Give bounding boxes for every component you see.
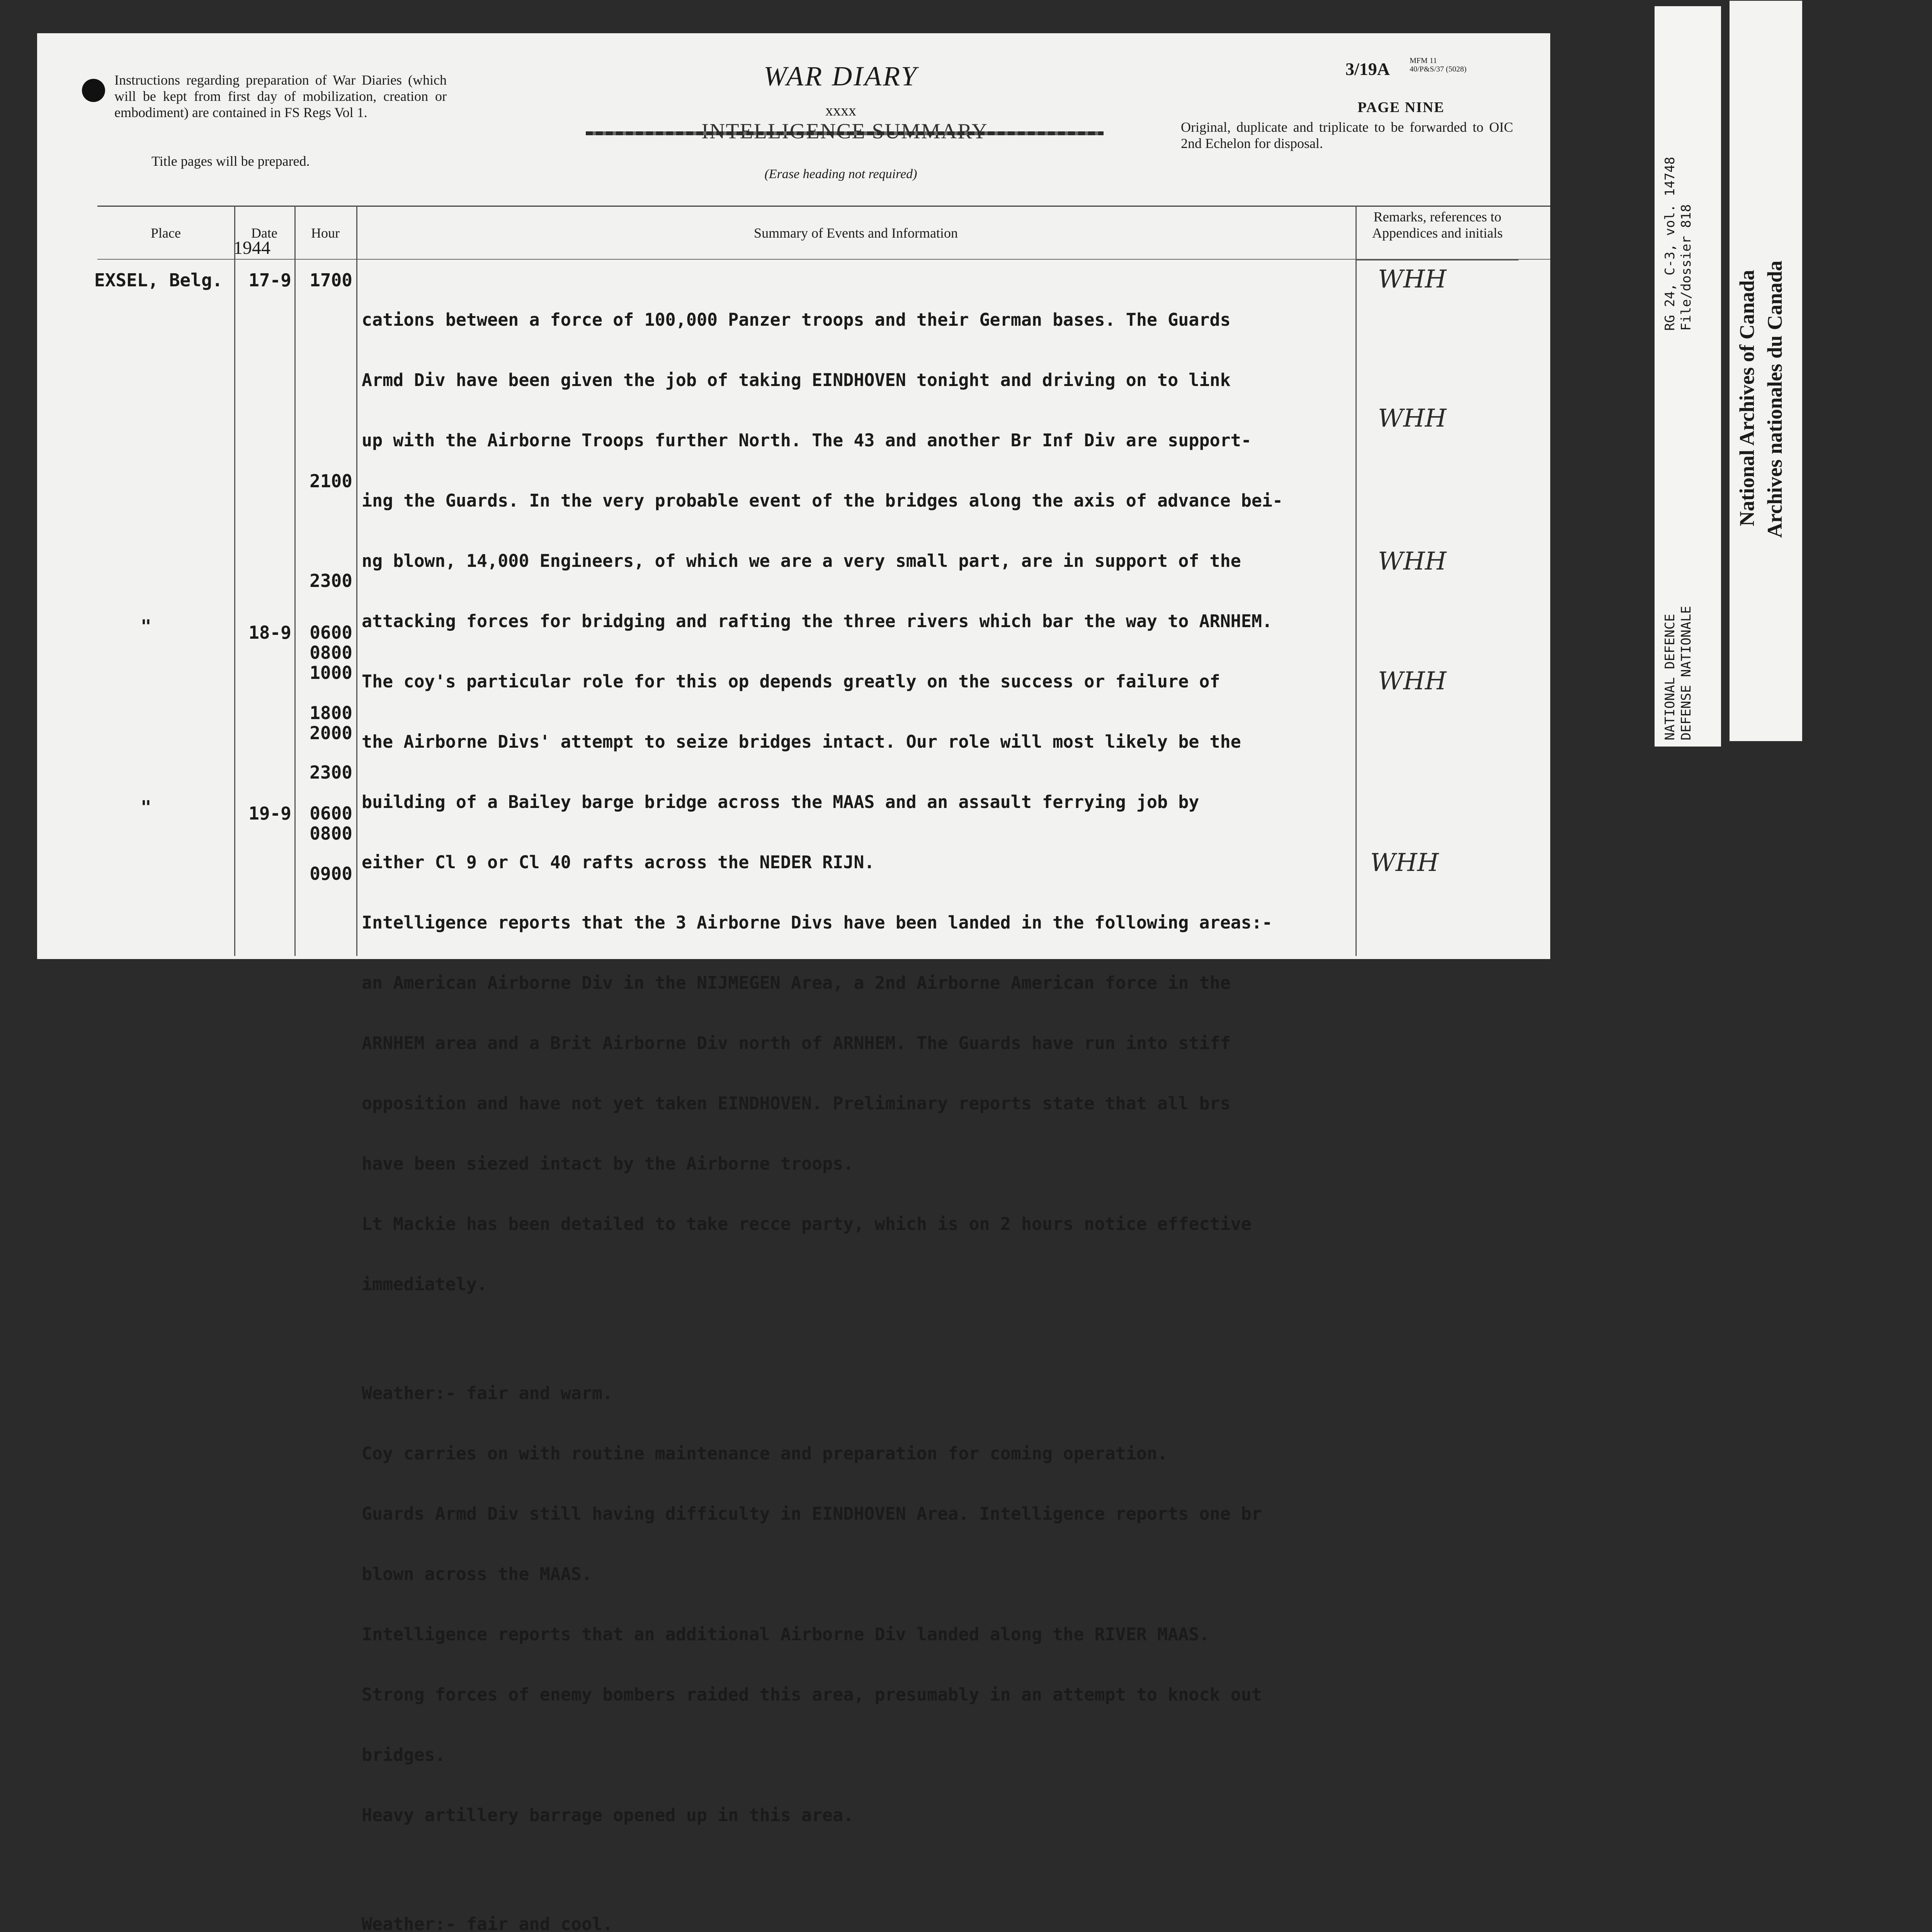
xx-mark: xxxx [825, 102, 856, 119]
initials-signature: WHH [1370, 849, 1439, 877]
summary-line: Strong forces of enemy bombers raided this area, presumably in an attempt to knock out [362, 1684, 1262, 1705]
hour-2000: 2000 [310, 723, 352, 743]
summary-line: The coy's particular role for this op depends greatly on the success or failure of [362, 671, 1220, 692]
strikeout-overtype [586, 131, 1104, 135]
summary-line: have been siezed intact by the Airborne troops. [362, 1153, 854, 1174]
col-divider-date [294, 206, 296, 956]
summary-line: Intelligence reports that the 3 Airborne Divs have been landed in the following areas:- [362, 912, 1273, 933]
summary-line: blown across the MAAS. [362, 1564, 592, 1584]
year-label: 1944 [233, 238, 270, 258]
archive-reference-line-2: File/dossier 818 [1679, 204, 1694, 331]
initials-signature: WHH [1378, 667, 1447, 696]
original-note: Original, duplicate and triplicate to be forwarded to OIC 2nd Echelon for disposal. [1181, 119, 1513, 151]
war-diary-page [37, 33, 1550, 1932]
title-pages-note: Title pages will be prepared. [151, 153, 310, 169]
hour-0600b: 0600 [310, 803, 352, 824]
summary-line: ing the Guards. In the very probable event of the bridges along the axis of advance bei- [362, 490, 1283, 511]
mfm-code [1410, 56, 1466, 73]
instructions-text: Instructions regarding preparation of War Diaries (which will be kept from first day of mobilization, creation or embodiment) are contained in FS Regs Vol 1. [114, 72, 447, 120]
diary-title: WAR DIARY [764, 61, 918, 92]
col-divider-hour [356, 206, 357, 956]
summary-line: Heavy artillery barrage opened up in this area. [362, 1805, 854, 1825]
summary-text [362, 270, 1283, 1932]
archive-reference-line-1: RG 24, C-3, vol. 14748 [1662, 156, 1678, 331]
summary-line: immediately. [362, 1274, 488, 1294]
page-number: PAGE NINE [1357, 99, 1445, 116]
initials-signature: WHH [1378, 265, 1447, 294]
date-entry-18: 18-9 [248, 622, 291, 643]
hour-1800: 1800 [310, 702, 352, 723]
initials-signature: WHH [1378, 404, 1447, 433]
hour-1000: 1000 [310, 662, 352, 683]
col-divider-remarks [1355, 206, 1357, 956]
place-header: Place [151, 225, 181, 241]
hour-2300b: 2300 [310, 762, 352, 783]
summary-line: Intelligence reports that an additional Airborne Div landed along the RIVER MAAS. [362, 1624, 1210, 1645]
hour-0600: 0600 [310, 622, 352, 643]
summary-line: up with the Airborne Troops further North. The 43 and another Br Inf Div are support- [362, 430, 1252, 451]
summary-line: Armd Div have been given the job of taking EINDHOVEN tonight and driving on to link [362, 370, 1231, 390]
hour-2300: 2300 [310, 570, 352, 591]
summary-line: an American Airborne Div in the NIJMEGEN Area, a 2nd Airborne American force in the [362, 973, 1231, 993]
summary-line: attacking forces for bridging and rafting the three rivers which bar the way to ARNHEM. [362, 611, 1273, 631]
summary-line: Coy carries on with routine maintenance and preparation for coming operation. [362, 1443, 1168, 1464]
punch-hole [82, 79, 105, 102]
place-ditto-18: " [141, 616, 151, 637]
hour-0800b: 0800 [310, 823, 352, 844]
national-defence-line-1: NATIONAL DEFENCE [1662, 614, 1678, 740]
hour-1700: 1700 [310, 270, 352, 291]
place-entry: EXSEL, Belg. [94, 270, 223, 291]
summary-line: Weather:- fair and cool. [362, 1914, 613, 1932]
hour-2100: 2100 [310, 471, 352, 492]
summary-line: ng blown, 14,000 Engineers, of which we are a very small part, are in support of the [362, 551, 1241, 571]
summary-line: bridges. [362, 1745, 446, 1765]
archives-canada-strip [1730, 1, 1802, 741]
date-header: Date [251, 225, 277, 241]
national-defence-line-2: DEFENSE NATIONALE [1679, 606, 1694, 740]
mfm-line-1: MFM 11 [1410, 56, 1437, 65]
summary-line: Lt Mackie has been detailed to take recce party, which is on 2 hours notice effective [362, 1214, 1252, 1234]
date-entry-19: 19-9 [248, 803, 291, 824]
archive-reference-strip [1655, 6, 1721, 747]
archives-label-en: National Archives of Canada [1735, 270, 1759, 526]
summary-header: Summary of Events and Information [754, 225, 958, 241]
place-ditto-19: " [141, 797, 151, 818]
table-top-rule [97, 206, 1550, 207]
erase-note: (Erase heading not required) [764, 167, 917, 181]
form-number: 3/19A [1345, 59, 1390, 79]
initials-signature: WHH [1378, 547, 1447, 576]
summary-line: cations between a force of 100,000 Panzer troops and their German bases. The Guards [362, 310, 1231, 330]
summary-line: Weather:- fair and warm. [362, 1383, 613, 1403]
hour-0900: 0900 [310, 863, 352, 884]
summary-line: opposition and have not yet taken EINDHOVEN. Preliminary reports state that all brs [362, 1093, 1231, 1114]
summary-line: ARNHEM area and a Brit Airborne Div north of ARNHEM. The Guards have run into stiff [362, 1033, 1231, 1053]
col-divider-place [234, 206, 235, 956]
header-bottom-rule [97, 259, 1550, 260]
summary-line: building of a Bailey barge bridge across the MAAS and an assault ferrying job by [362, 792, 1199, 812]
summary-line: Guards Armd Div still having difficulty in EINDHOVEN Area. Intelligence reports one br [362, 1503, 1262, 1524]
archives-label-fr: Archives nationales du Canada [1763, 260, 1786, 538]
mfm-line-2: 40/P&S/37 (5028) [1410, 65, 1467, 73]
hour-0800: 0800 [310, 642, 352, 663]
remarks-header: Remarks, references to Appendices and initials [1372, 209, 1503, 241]
summary-line: the Airborne Divs' attempt to seize bridges intact. Our role will most likely be the [362, 731, 1241, 752]
summary-line: either Cl 9 or Cl 40 rafts across the NEDER RIJN. [362, 852, 875, 872]
hour-header: Hour [311, 225, 340, 241]
date-entry-17: 17-9 [248, 270, 291, 291]
